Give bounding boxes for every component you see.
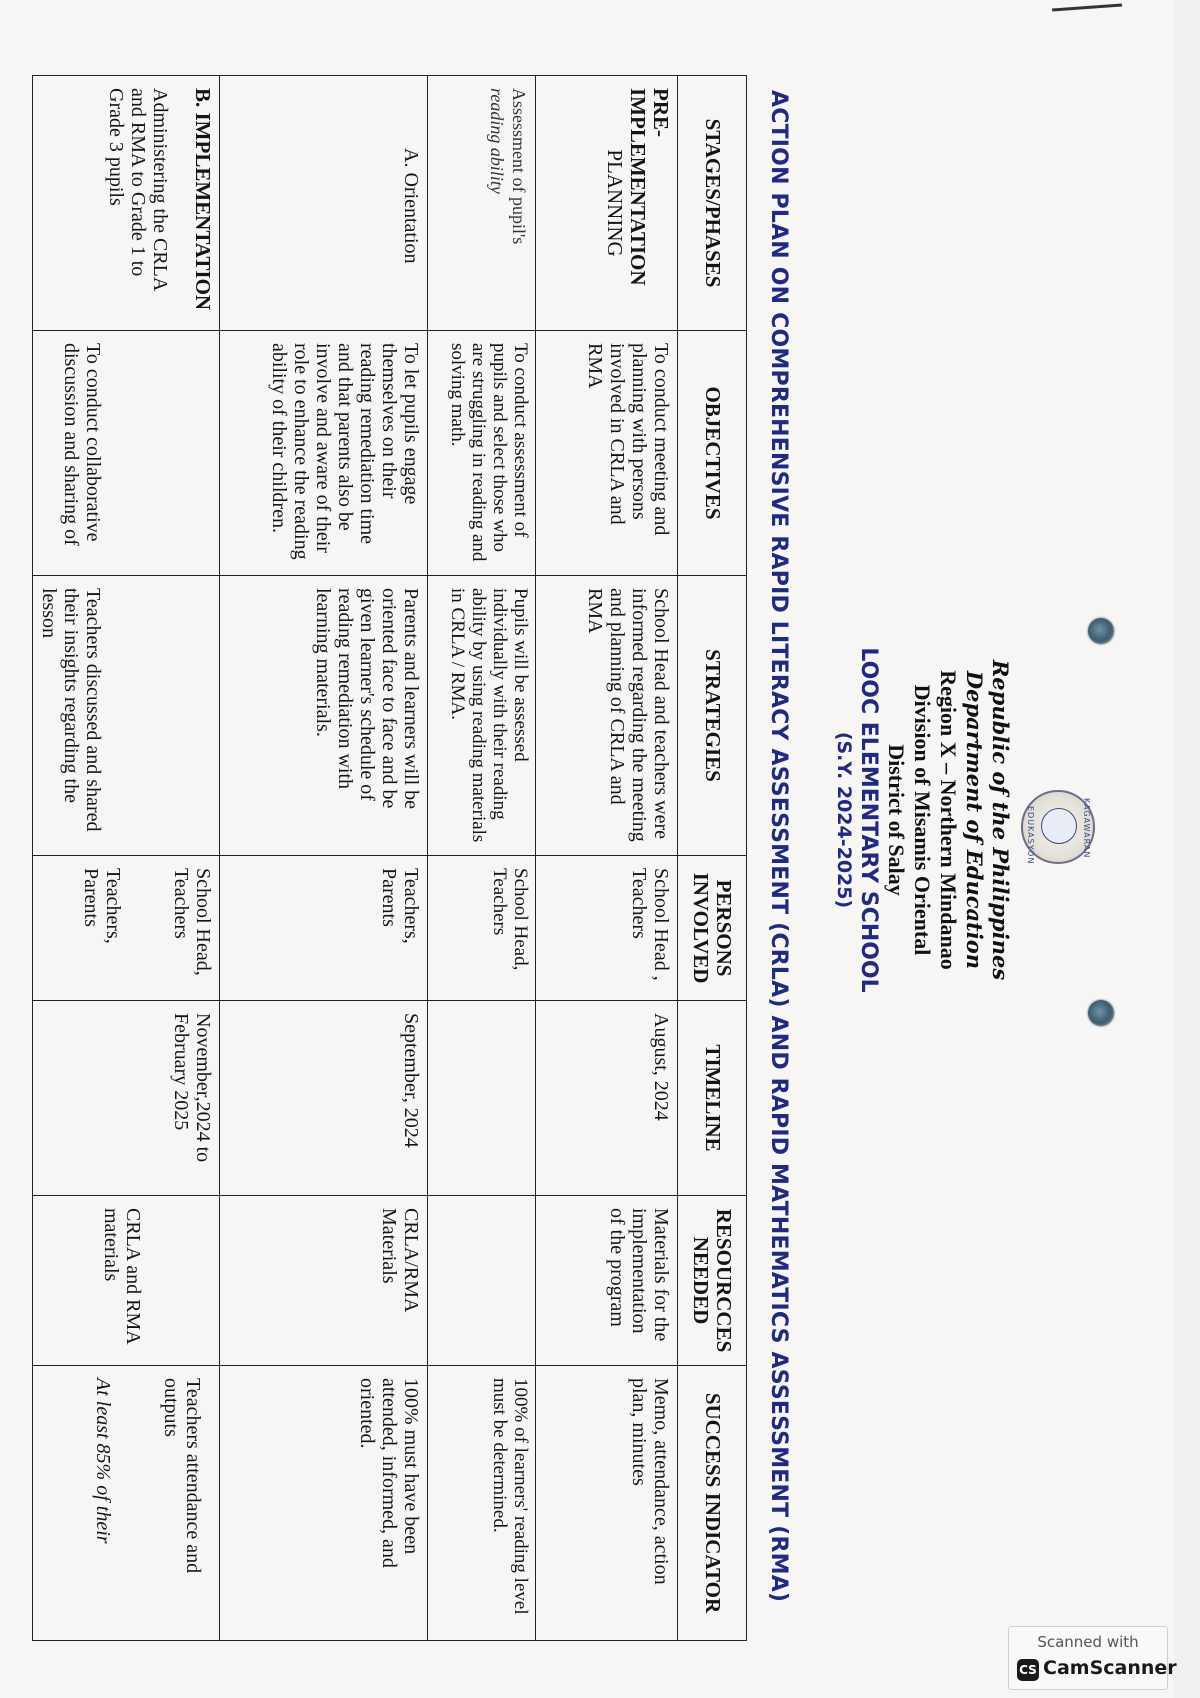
table-header-row — [678, 76, 747, 1641]
header-persons: PERSONS INVOLVED — [678, 856, 747, 1001]
success-text-a: Teachers attendance and outputs — [160, 1378, 204, 1574]
strategies-cell — [33, 576, 220, 856]
stage-cell — [428, 76, 536, 331]
success-cell: 100% must have been attended, informed, and oriented. — [220, 1366, 428, 1641]
school-year: (S.Y. 2024-2025) — [833, 731, 855, 909]
objectives-cell: To let pupils engage themselves on their reading remediation time and that parents also be involve and aware of their role to enhance the reading ability of their children. — [220, 331, 428, 576]
seal-emblem — [1041, 808, 1077, 844]
stage-cell — [33, 76, 220, 331]
header-success: SUCCESS INDICATOR — [678, 1366, 747, 1641]
persons-text-a: School Head, Teachers — [170, 868, 214, 976]
division-line: Division of Misamis Oriental — [910, 684, 935, 956]
persons-cell: School Head, Teachers — [428, 856, 536, 1001]
timeline-cell — [428, 1001, 536, 1196]
stage-text: A. Orientation — [400, 148, 422, 264]
district-line: District of Salay — [884, 744, 909, 896]
department-line: Department of Education — [962, 670, 987, 970]
stage-cell — [536, 76, 678, 331]
persons-cell: School Head , Teachers — [536, 856, 678, 1001]
seal-ring-bottom: EDUKASYON — [1026, 806, 1035, 865]
persons-cell — [33, 856, 220, 1001]
persons-cell: Teachers, Parents — [220, 856, 428, 1001]
persons-text-b: Teachers, Parents — [80, 868, 124, 944]
region-line: Region X – Northern Mindanao — [936, 670, 961, 970]
timeline-cell: September, 2024 — [220, 1001, 428, 1196]
document-title: ACTION PLAN ON COMPREHENSIVE RAPID LITERACY ASSESSMENT (CRLA) AND RAPID MATHEMATICS ASSESSMENT (RMA) — [766, 90, 791, 1603]
resources-text: CRLA and RMA materials — [100, 1208, 144, 1344]
stage-italic: reading ability — [487, 88, 507, 194]
letterhead — [795, 20, 1125, 1620]
resources-cell: Materials for the implementation of the program — [536, 1196, 678, 1366]
header-strategies: STRATEGIES — [678, 576, 747, 856]
strategies-cell: Pupils will be assessed individually with their reading ability by using reading materials in CRLA / RMA. — [428, 576, 536, 856]
objectives-cell — [33, 331, 220, 576]
header-objectives: OBJECTIVES — [678, 331, 747, 576]
camscanner-logo-icon: CS — [1017, 1659, 1039, 1681]
watermark-brand: CamScanner — [1043, 1657, 1177, 1679]
success-text-b: At least 85% of their — [92, 1378, 114, 1544]
timeline-cell: November,2024 to February 2025 — [33, 1001, 220, 1196]
stage-text: Administering the CRLA and RMA to Grade 1 to Grade 3 pupils — [104, 88, 171, 291]
stage-title: B. IMPLEMENTATION — [191, 88, 215, 311]
staple-mark — [1052, 4, 1122, 12]
timeline-cell: August, 2024 — [536, 1001, 678, 1196]
header-stages: STAGES/PHASES — [678, 76, 747, 331]
header-resources: RESOURCCES NEEDED — [678, 1196, 747, 1366]
deped-seal-icon — [1021, 790, 1095, 864]
resources-cell — [33, 1196, 220, 1366]
republic-line: Republic of the Philippines — [988, 659, 1013, 981]
action-plan-table — [32, 75, 747, 1641]
table-row — [33, 76, 220, 1641]
success-cell: 100% of learners' reading level must be determined. — [428, 1366, 536, 1641]
objectives-cell: To conduct assessment of pupils and select those who are struggling in reading and solving math. — [428, 331, 536, 576]
stage-text: Assessment of pupil's — [509, 88, 529, 245]
watermark-caption: Scanned with — [1037, 1633, 1139, 1651]
strategies-cell: Parents and learners will be oriented face to face and be given learner's schedule of reading remediation with learning materials. — [220, 576, 428, 856]
stage-sub: PLANNING — [602, 149, 627, 257]
header-timeline: TIMELINE — [678, 1001, 747, 1196]
strategies-text: Teachers discussed and shared their insights regarding the lesson — [38, 588, 104, 832]
table-row — [220, 76, 428, 1641]
objectives-text: To conduct collaborative discussion and sharing of — [60, 343, 104, 546]
camscanner-watermark — [1008, 1626, 1177, 1690]
seal-ring-top: KAGAWARAN — [1082, 798, 1091, 859]
resources-cell — [428, 1196, 536, 1366]
strategies-cell: School Head and teachers were informed regarding the meeting and planning of CRLA and RMA — [536, 576, 678, 856]
rotated-document — [15, 20, 1125, 1670]
resources-cell: CRLA/RMA Materials — [220, 1196, 428, 1366]
success-cell: Memo, attendance, action plan, minutes — [536, 1366, 678, 1641]
table-row — [536, 76, 678, 1641]
stage-cell — [220, 76, 428, 331]
success-cell — [33, 1366, 220, 1641]
stage-title: PRE- IMPLEMENTATION — [625, 88, 673, 286]
school-name: LOOC ELEMENTARY SCHOOL — [856, 647, 881, 993]
objectives-cell: To conduct meeting and planning with persons involved in CRLA and RMA — [536, 331, 678, 576]
table-row — [428, 76, 536, 1641]
